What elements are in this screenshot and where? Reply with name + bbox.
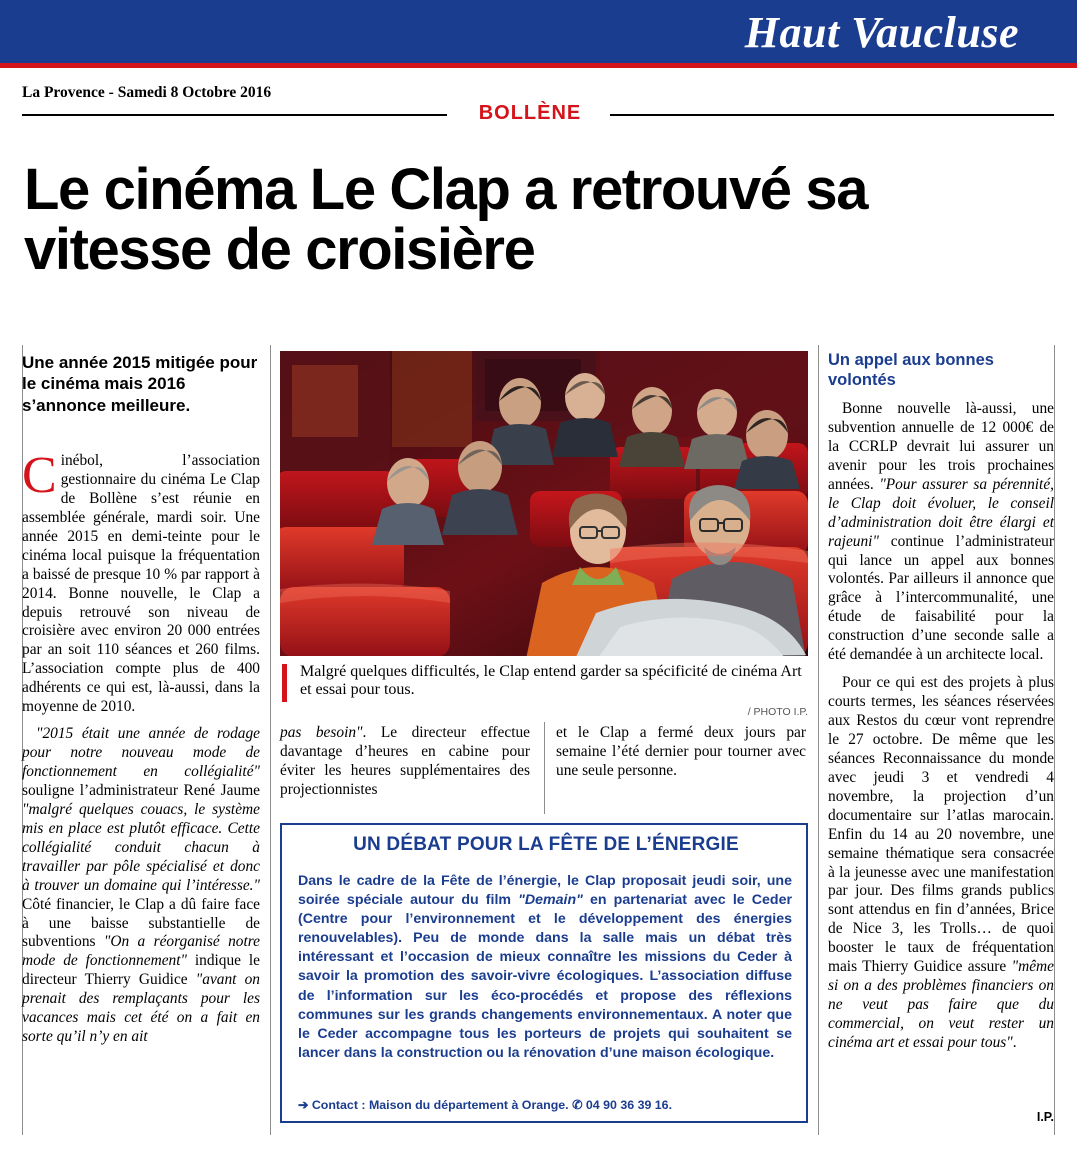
col1-quote-2: "malgré quelques couacs, le système mis en place est plutôt efficace. Cette collégialité conduit chacun à travailler par pôle spécialisé et donc à trouver un domaine qui l’intéresse.": [22, 800, 260, 894]
standfirst: Une année 2015 mitigée pour le cinéma mais 2016 s’annonce meilleure.: [22, 353, 258, 415]
box-text-1: Dans le cadre de la Fête de l’énergie, le Clap proposait jeudi soir, une soirée spéciale autour du film: [298, 873, 792, 909]
col1-quote-1: "2015 était une année de rodage pour notre nouveau mode de fonctionnement en collégialité": [22, 725, 260, 780]
city-name: BOLLÈNE: [478, 102, 582, 124]
col1-quote-3: "On a réorganisé notre mode de fonctionnement": [22, 933, 260, 970]
photo-caption: Malgré quelques difficultés, le Clap entend garder sa spécificité de cinéma Art et essai pour tous.: [300, 663, 802, 698]
col1-text-1: souligne l’administrateur René Jaume: [22, 781, 260, 799]
sidebar-box-body: [298, 872, 792, 1063]
col2-text: . Le directeur effectue davantage d’heures en cabine pour éviter les heures supplémentaires des projectionnistes: [280, 724, 531, 798]
article-column-4: [828, 400, 1054, 1053]
col4-text-4: .: [1012, 1033, 1017, 1051]
col4-quote-1: "Pour assurer sa pérennité, le Clap doit évoluer, le conseil d’administration doit être élargi et rajeuni": [828, 475, 1054, 550]
dateline: La Provence - Samedi 8 Octobre 2016: [22, 84, 272, 101]
col1-paragraph-1: inébol, l’association gestionnaire du cinéma Le Clap de Bollène s’est réunie en assemblée générale, mardi soir. Une année 2015 en demi-teinte pour le cinéma local puisque la fréquentation a baissé de presque 10 % par rapport à 2014. Bonne nouvelle, le Clap a depuis retrouvé son niveau de croisière avec environ 20 000 entrées par an soit 110 séances et 260 films. L’association compte plus de 400 adhérents ce qui est, là-aussi, dans la moyenne de 2010.: [22, 452, 260, 716]
masthead-accent-rule: [0, 63, 1077, 68]
photo-credit: / PHOTO I.P.: [747, 706, 808, 718]
sidebar-box-title: UN DÉBAT POUR LA FÊTE DE L’ÉNERGIE: [353, 834, 739, 855]
col1-quote-4: "avant on prenait des remplaçants pour les vacances mais cet été on a fait en sorte qu’il n’y en ait: [22, 971, 260, 1046]
caption-accent-bar: [282, 664, 287, 702]
article-photo: [280, 351, 808, 656]
col1-text-2: Côté financier, le Clap a dû faire face à une baisse substantielle de subventions: [22, 895, 260, 951]
column-rule-3: [544, 722, 545, 814]
section-subhead: Un appel aux bonnes volontés: [828, 351, 994, 390]
column-rule-1: [270, 345, 271, 1135]
cinema-audience-photo: [280, 351, 808, 656]
sidebar-box-contact: ➔ Contact : Maison du département à Orange. ✆ 04 90 36 39 16.: [298, 1098, 673, 1112]
col4-text-3: Pour ce qui est des projets à plus courts termes, les séances réservées aux Restos du cœur vont reprendre le 27 octobre. De même que les séances Reconnaissance du monde avec jeudi 3 et vendredi 4 novembre, la projection d’un documentaire sur l’atlas marocain. Enfin du 14 au 20 novembre, une semaine thématique sera consacrée à la jeunesse avec une manifestation par jour. Des films grands publics sont attendus en fin d’années, Brice de Nice 3, les Trolls… de quoi booster le taux de fréquentation mais Thierry Guidice assure: [828, 674, 1054, 976]
column-rule-outer-right: [1054, 345, 1055, 1135]
col4-text-1: Bonne nouvelle là-aussi, une subvention annuelle de 12 000€ de la CCRLP devrait lui assurer un avenir pour les trois prochaines années.: [828, 400, 1054, 493]
article-column-3: [556, 724, 806, 781]
article-column-1: [22, 447, 260, 1047]
col4-quote-2: "même si on a des problèmes financiers on ne veut pas faire que du commercial, on veut rester un cinéma art et essai pour tous": [828, 958, 1054, 1051]
col1-text-3: indique le directeur Thierry Guidice: [22, 952, 260, 989]
box-text-2: en partenariat avec le Ceder (Centre pour l’environnement et le développement des énergies renouvelables). Peu de monde dans la salle mais un débat très intéressant et l’occasion de mieux connaître les missions du Ceder à savoir la promotion des savoir-vivre écologiques. L’association diffuse de l’information sur les éco-procédés et propose des réflexions communes sur les grands changements environnementaux. A noter que le Ceder accompagne tous les porteurs de projets qui souhaitent se lancer dans la construction ou la rénovation d’une maison écologique.: [298, 892, 793, 1061]
page-title: Le cinéma Le Clap a retrouvé sa vitesse de croisière: [24, 157, 868, 282]
article-column-2: [280, 724, 530, 800]
city-rule-left: [22, 114, 447, 116]
masthead-title: Haut Vaucluse: [744, 8, 1019, 57]
col4-text-2: continue l’administrateur qui lance un appel aux bonnes volontés. Par ailleurs il annonce que grâce à l’intercommunalité, une étude de faisabilité pour la construction d’une seconde salle a été demandée à un architecte local.: [828, 532, 1054, 664]
author-signature: I.P.: [1036, 1110, 1054, 1124]
city-rule-right: [610, 114, 1054, 116]
box-film-title: "Demain": [518, 892, 583, 909]
col3-text: et le Clap a fermé deux jours par semaine l’été dernier pour tourner avec une seule personne.: [556, 724, 806, 779]
col2-quote-end: pas besoin": [280, 724, 363, 741]
column-rule-2: [818, 345, 819, 1135]
drop-cap: C: [22, 447, 57, 504]
